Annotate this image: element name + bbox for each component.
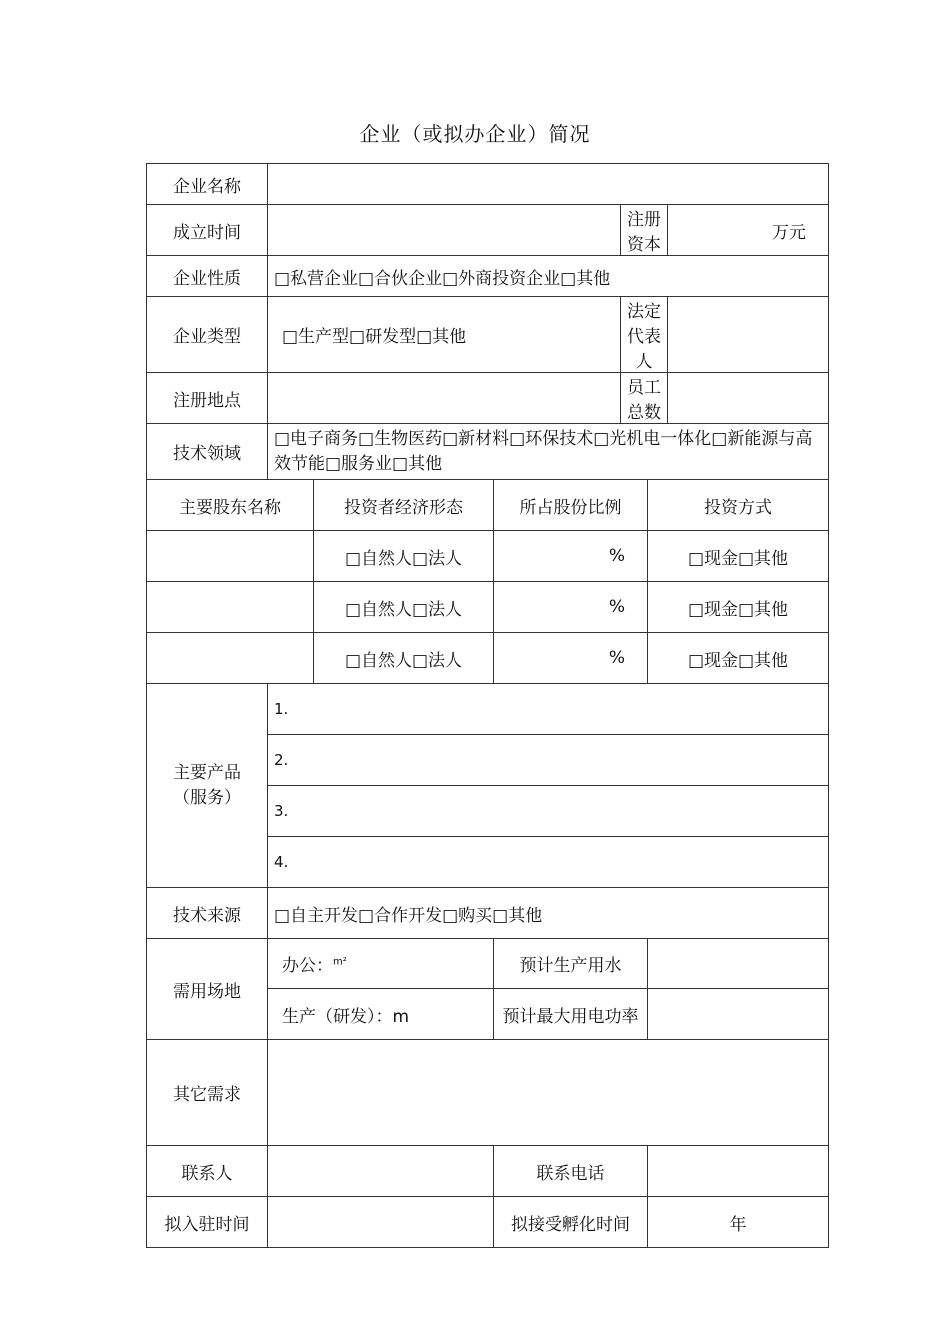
share-percent-header: 所占股份比例: [494, 480, 648, 531]
product-item-3[interactable]: 3.: [268, 786, 829, 837]
capital-unit: 万元: [772, 222, 806, 243]
row-reg-address: [147, 373, 829, 424]
office-area-label: 办公：: [282, 956, 333, 976]
share-percent-input[interactable]: %: [494, 633, 648, 684]
share-percent-input[interactable]: %: [494, 582, 648, 633]
product-row: [147, 684, 829, 735]
nature-label: 企业性质: [147, 256, 268, 297]
power-label: 预计最大用电功率: [494, 989, 648, 1040]
reg-address-label: 注册地点: [147, 373, 268, 424]
investor-form-header: 投资者经济形态: [314, 480, 494, 531]
shareholder-name-input[interactable]: [147, 633, 314, 684]
legal-rep-label: 法定代表人: [621, 297, 668, 373]
power-input[interactable]: [648, 989, 829, 1040]
shareholder-header-row: [147, 480, 829, 531]
invest-method-options[interactable]: □现金□其他: [648, 582, 829, 633]
incubation-input[interactable]: 年: [648, 1197, 829, 1248]
row-other-needs: [147, 1040, 829, 1146]
legal-rep-input[interactable]: [668, 297, 829, 373]
established-label: 成立时间: [147, 205, 268, 256]
reg-capital-input[interactable]: [668, 205, 829, 256]
invest-method-options[interactable]: □现金□其他: [648, 531, 829, 582]
contact-person-input[interactable]: [268, 1146, 494, 1197]
page-title: 企业（或拟办企业）简况: [359, 122, 591, 146]
product-item-4[interactable]: 4.: [268, 837, 829, 888]
company-name-input[interactable]: [268, 164, 829, 205]
product-item-1[interactable]: 1.: [268, 684, 829, 735]
other-needs-label: 其它需求: [147, 1040, 268, 1146]
reg-address-input[interactable]: [268, 373, 621, 424]
products-label: 主要产品（服务）: [147, 684, 268, 888]
investor-form-options[interactable]: □自然人□法人: [314, 582, 494, 633]
tech-source-label: 技术来源: [147, 888, 268, 939]
row-nature: [147, 256, 829, 297]
product-item-2[interactable]: 2.: [268, 735, 829, 786]
shareholder-name-header: 主要股东名称: [147, 480, 314, 531]
row-company-name: [147, 164, 829, 205]
employees-label: 员工总数: [621, 373, 668, 424]
incubation-label: 拟接受孵化时间: [494, 1197, 648, 1248]
other-needs-input[interactable]: [268, 1040, 829, 1146]
contact-phone-label: 联系电话: [494, 1146, 648, 1197]
type-label: 企业类型: [147, 297, 268, 373]
company-profile-form: [146, 163, 829, 1248]
tech-source-options[interactable]: □自主开发□合作开发□购买□其他: [268, 888, 829, 939]
employees-input[interactable]: [668, 373, 829, 424]
row-tech-source: [147, 888, 829, 939]
move-in-label: 拟入驻时间: [147, 1197, 268, 1248]
shareholder-row: [147, 582, 829, 633]
reg-capital-label: 注册资本: [621, 205, 668, 256]
investor-form-options[interactable]: □自然人□法人: [314, 531, 494, 582]
office-area-unit: m²: [333, 956, 347, 968]
row-move-in: [147, 1197, 829, 1248]
shareholder-name-input[interactable]: [147, 582, 314, 633]
invest-method-options[interactable]: □现金□其他: [648, 633, 829, 684]
row-type: [147, 297, 829, 373]
invest-method-header: 投资方式: [648, 480, 829, 531]
move-in-input[interactable]: [268, 1197, 494, 1248]
shareholder-name-input[interactable]: [147, 531, 314, 582]
row-contact: [147, 1146, 829, 1197]
nature-options[interactable]: □私营企业□合伙企业□外商投资企业□其他: [268, 256, 829, 297]
office-area-input[interactable]: [268, 939, 494, 989]
production-area-input[interactable]: 生产（研发）：m: [268, 989, 494, 1040]
share-percent-input[interactable]: %: [494, 531, 648, 582]
contact-person-label: 联系人: [147, 1146, 268, 1197]
contact-phone-input[interactable]: [648, 1146, 829, 1197]
row-tech-field: [147, 424, 829, 480]
tech-field-label: 技术领域: [147, 424, 268, 480]
water-input[interactable]: [648, 939, 829, 989]
site-row: [147, 939, 829, 989]
shareholder-row: [147, 531, 829, 582]
established-input[interactable]: [268, 205, 621, 256]
company-name-label: 企业名称: [147, 164, 268, 205]
water-label: 预计生产用水: [494, 939, 648, 989]
row-established: [147, 205, 829, 256]
site-label: 需用场地: [147, 939, 268, 1040]
investor-form-options[interactable]: □自然人□法人: [314, 633, 494, 684]
type-options[interactable]: □生产型□研发型□其他: [268, 297, 621, 373]
tech-field-options[interactable]: □电子商务□生物医药□新材料□环保技术□光机电一体化□新能源与高效节能□服务业□其他: [268, 424, 829, 480]
shareholder-row: [147, 633, 829, 684]
